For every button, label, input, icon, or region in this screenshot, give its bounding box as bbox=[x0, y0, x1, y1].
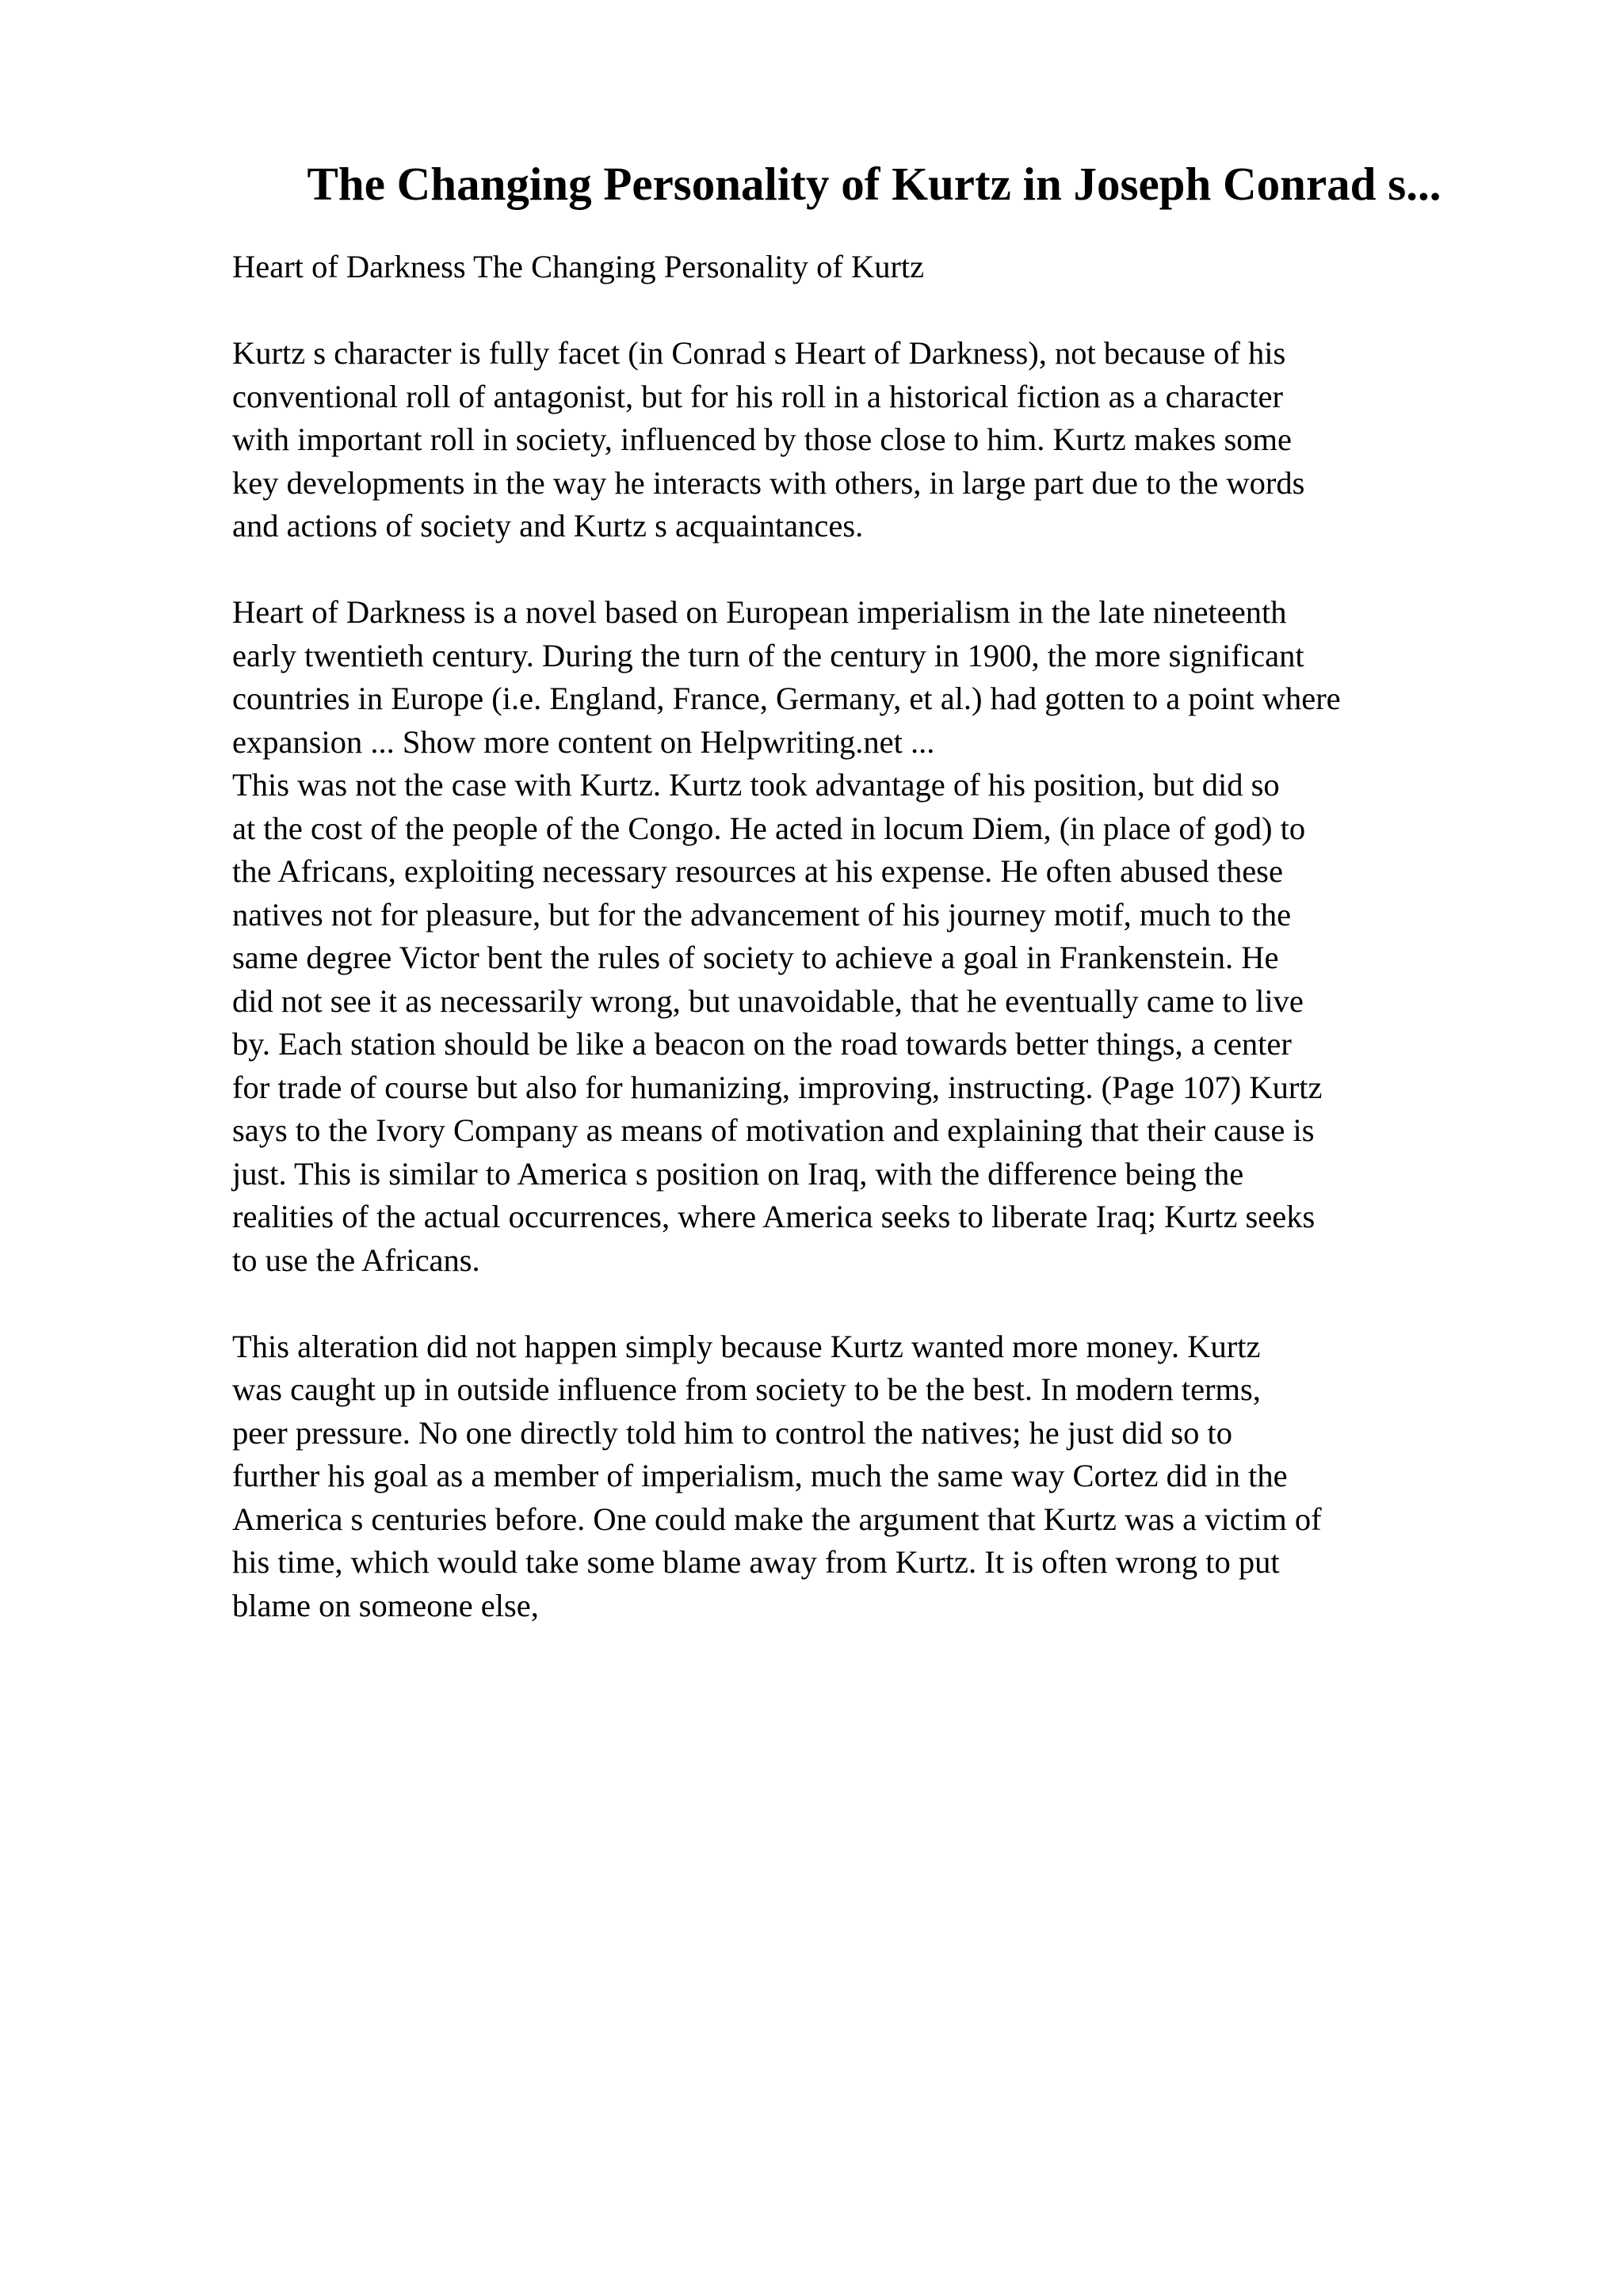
document-title: The Changing Personality of Kurtz in Joseph Conrad s... bbox=[307, 158, 1442, 210]
paragraph-line: blame on someone else, bbox=[232, 1587, 539, 1623]
document-body bbox=[232, 246, 1623, 1627]
paragraph-line: to use the Africans. bbox=[232, 1241, 480, 1278]
paragraph-line: key developments in the way he interacts with others, in large part due to the words bbox=[232, 464, 1305, 501]
paragraph-1 bbox=[232, 332, 1623, 548]
paragraph-line: This was not the case with Kurtz. Kurtz took advantage of his position, but did so bbox=[232, 767, 1280, 803]
paragraph-line: same degree Victor bent the rules of society to achieve a goal in Frankenstein. He bbox=[232, 940, 1279, 975]
paragraph-line: conventional roll of antagonist, but for his roll in a historical fiction as a character bbox=[232, 378, 1283, 414]
paragraph-line: his time, which would take some blame away from Kurtz. It is often wrong to put bbox=[232, 1544, 1280, 1580]
paragraph-line: did not see it as necessarily wrong, but unavoidable, that he eventually came to live bbox=[232, 982, 1304, 1019]
paragraph-line: Kurtz s character is fully facet (in Conrad s Heart of Darkness), not because of his bbox=[232, 335, 1286, 371]
paragraph-line: and actions of society and Kurtz s acquaintances. bbox=[232, 508, 864, 543]
paragraph-3 bbox=[232, 1325, 1623, 1628]
paragraph-line: by. Each station should be like a beacon on the road towards better things, a center bbox=[232, 1026, 1292, 1062]
paragraph-line: realities of the actual occurrences, where America seeks to liberate Iraq; Kurtz seeks bbox=[232, 1199, 1316, 1234]
paragraph-line: says to the Ivory Company as means of motivation and explaining that their cause is bbox=[232, 1112, 1315, 1148]
paragraph-line: just. This is similar to America s position on Iraq, with the difference being the bbox=[232, 1155, 1244, 1192]
paragraph-line: with important roll in society, influenced by those close to him. Kurtz makes some bbox=[232, 421, 1292, 457]
paragraph-line: countries in Europe (i.e. England, France, Germany, et al.) had gotten to a point where bbox=[232, 681, 1341, 716]
paragraph-line: America s centuries before. One could make the argument that Kurtz was a victim of bbox=[232, 1501, 1322, 1537]
paragraph-spacer bbox=[232, 548, 1623, 592]
paragraph-line: expansion ... Show more content on Helpwriting.net ... bbox=[232, 723, 935, 760]
paragraph-2 bbox=[232, 591, 1623, 1282]
paragraph-line: the Africans, exploiting necessary resources at his expense. He often abused these bbox=[232, 853, 1283, 889]
paragraph-line: was caught up in outside influence from society to be the best. In modern terms, bbox=[232, 1371, 1261, 1407]
paragraph-spacer bbox=[232, 1282, 1623, 1325]
paragraph-line: early twentieth century. During the turn of the century in 1900, the more significant bbox=[232, 637, 1304, 673]
document-subtitle bbox=[232, 246, 1623, 289]
paragraph-line: at the cost of the people of the Congo. He acted in locum Diem, (in place of god) to bbox=[232, 810, 1306, 846]
subtitle-line: Heart of Darkness The Changing Personality of Kurtz bbox=[232, 249, 925, 284]
paragraph-line: This alteration did not happen simply because Kurtz wanted more money. Kurtz bbox=[232, 1328, 1261, 1364]
paragraph-line: Heart of Darkness is a novel based on European imperialism in the late nineteenth bbox=[232, 594, 1287, 630]
paragraph-line: peer pressure. No one directly told him to control the natives; he just did so to bbox=[232, 1414, 1232, 1451]
paragraph-line: natives not for pleasure, but for the advancement of his journey motif, much to the bbox=[232, 896, 1292, 933]
paragraph-spacer bbox=[232, 289, 1623, 333]
paragraph-line: further his goal as a member of imperialism, much the same way Cortez did in the bbox=[232, 1458, 1288, 1493]
paragraph-line: for trade of course but also for humanizing, improving, instructing. (Page 107) Kurtz bbox=[232, 1069, 1323, 1105]
